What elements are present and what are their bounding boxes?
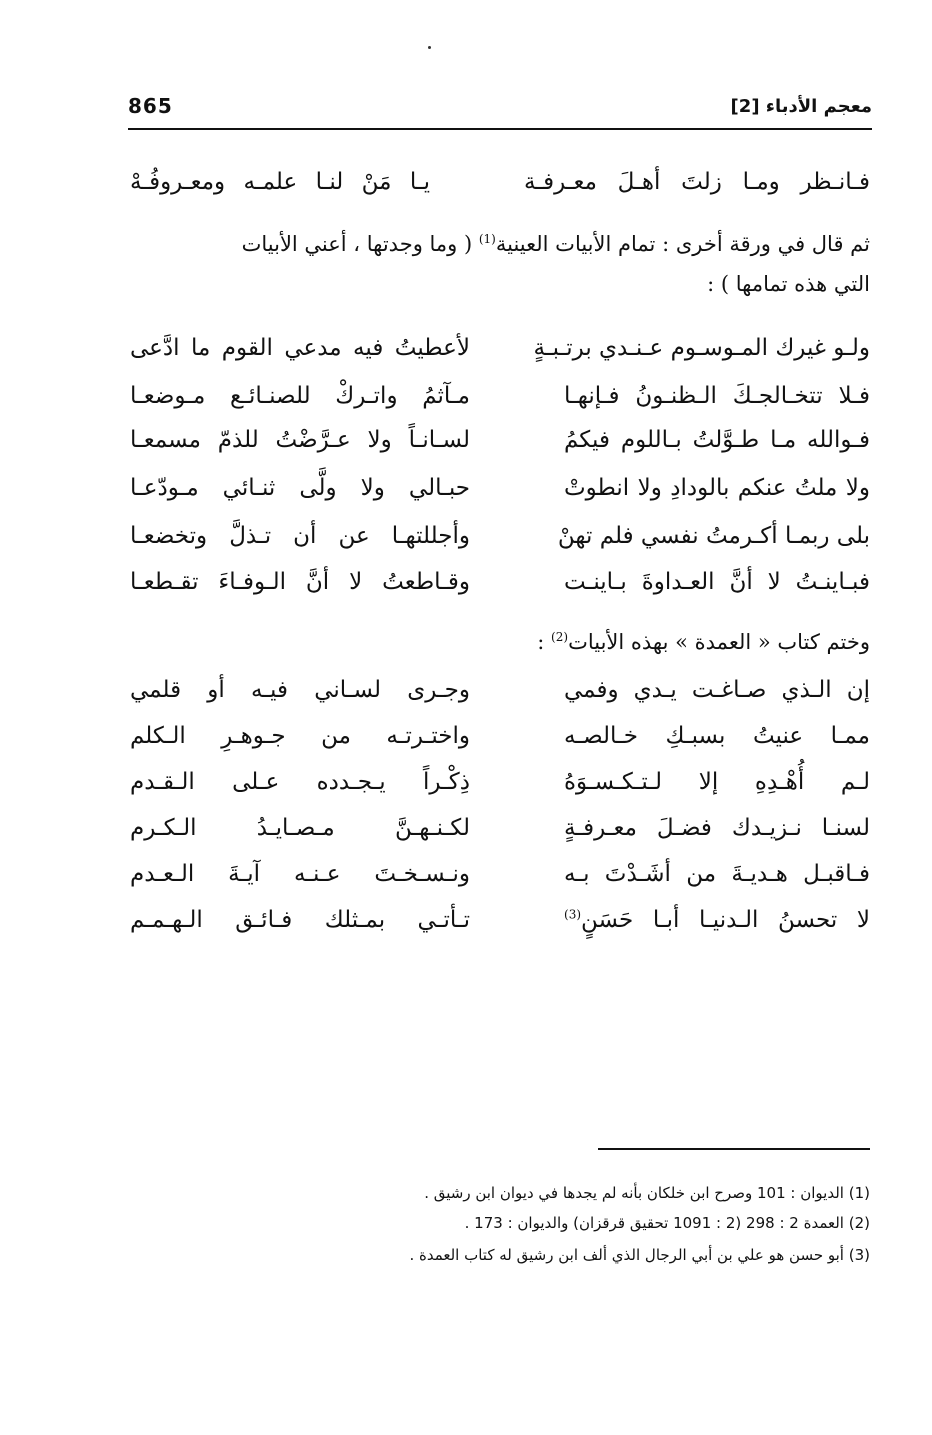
verse-row [128,806,870,850]
verse-row [128,326,870,370]
verse-first-hemistich: فـانـظر ومـا زلتَ أهـلَ معـرفـة [524,169,870,195]
footnote: (3) أبو حسن هو علي بن أبي الرجال الذي ألف ابن رشيق له كتاب العمدة . [409,1246,870,1264]
verse-second-hemistich: حبـالي ولا ولَّى ثنـائي مـودّعـا [130,475,470,501]
opening-verse [128,160,870,204]
footnote-ref: (1) [478,232,496,246]
footnote-ref: (3) [564,907,582,922]
scan-speck [428,46,431,49]
verse-text: لا تحسنُ الـدنيـا أبـا حَسَنٍ [581,907,870,933]
verse-second-hemistich: وجـرى لسـاني فيـه أو قلمي [130,677,470,703]
verse-second-hemistich: وقـاطعتُ لا أنَّ الـوفـاءَ تقـطعـا [130,569,470,595]
verse-second-hemistich: لأعطيتُ فيه مدعي القوم ما ادَّعى [130,335,470,361]
verse-row [128,668,870,712]
verse-row [128,852,870,896]
verse-first-hemistich: ولا ملتُ عنكم بالودادِ ولا انطوتْ [564,475,870,501]
verse-first-hemistich: فـلا تتخـالجـكَ الـظنـونُ فـإنهـا [564,383,870,409]
prose-line [537,624,870,660]
verse-row [128,418,870,462]
verse-second-hemistich: مـآثمُ واتـركْ للصنـائـع مـوضعـا [130,383,470,409]
verse-second-hemistich: وأجللتهـا عن أن تـذلَّ وتخضعـا [130,523,470,549]
verse-second-hemistich: ونـسـخـتَ عـنـه آيـةَ الـعـدم [130,861,470,887]
verse-row [128,374,870,418]
verse-first-hemistich: بلى ربمـا أكـرمتُ نفسي فلم تهنْ [557,523,870,549]
prose-line [242,226,870,262]
verse-first-hemistich: فـاقبـل هـديـةَ من أشَـدْتَ بـه [564,861,870,887]
verse-second-hemistich: ذِكْـراً يـجـدده عـلى الـقـدم [130,769,470,795]
prose-text: وختم كتاب « العمدة » بهذه الأبيات [568,630,870,654]
verse-row [128,760,870,804]
footnote-rule [598,1148,870,1150]
verse-first-hemistich: إن الـذي صـاغـت يـدي وفمي [564,677,870,703]
verse-second-hemistich: لكـنـهـنَّ مـصـايـدُ الـكـرم [130,815,470,841]
verse-first-hemistich: فـوالله مـا طـوَّلتُ بـاللوم فيكمُ [564,427,870,453]
verse-row [128,466,870,510]
prose-text: ( وما وجدتها ، أعني الأبيات [241,232,479,256]
verse-second-hemistich: يـا مَنْ لنـا علمـه ومعـروفُـهْ [130,169,430,195]
verse-row [128,514,870,558]
running-title: معجم الأدباء [2] [730,96,872,117]
prose-text: ثم قال في ورقة أخرى : تمام الأبيات العينية [495,232,870,256]
footnote: (2) العمدة 2 : 298 (2 : 1091 تحقيق قرقزان) والديوان : 173 . [464,1214,870,1232]
prose-line [707,266,870,302]
footnote-ref: (2) [551,630,569,644]
verse-first-hemistich: لسنـا نـزيـدك فضـلَ معـرفـةٍ [564,815,870,841]
verse-second-hemistich: لسـانـاً ولا عـرَّضْتُ للذمّ مسمعـا [130,427,470,453]
header-rule [128,128,872,130]
verse-first-hemistich [564,898,870,942]
prose-text: : [537,630,552,654]
verse-row [128,898,870,942]
verse-first-hemistich: فبـاينـتُ لا أنَّ العـداوةَ بـاينـت [564,569,870,595]
prose-text: التي هذه تمامها ) : [707,272,870,296]
verse-first-hemistich: ممـا عنيتُ بسبـكِ خـالصـه [564,723,870,749]
page-number: 865 [128,94,173,118]
verse-row [128,714,870,758]
verse-first-hemistich: ولـو غيرك المـوسـوم عـنـدي برتـبـةٍ [533,335,870,361]
verse-second-hemistich: تـأتـي بمـثلك فـائـق الـهـمـم [130,907,470,933]
verse-row [128,560,870,604]
verse-second-hemistich: واختـرتـه من جـوهـرِ الـكلم [130,723,470,749]
verse-first-hemistich: لـم أُهْـدِهِ إلا لـتـكـسـوَهُ [564,769,870,795]
footnote: (1) الديوان : 101 وصرح ابن خلكان بأنه لم يجدها في ديوان ابن رشيق . [424,1184,870,1202]
